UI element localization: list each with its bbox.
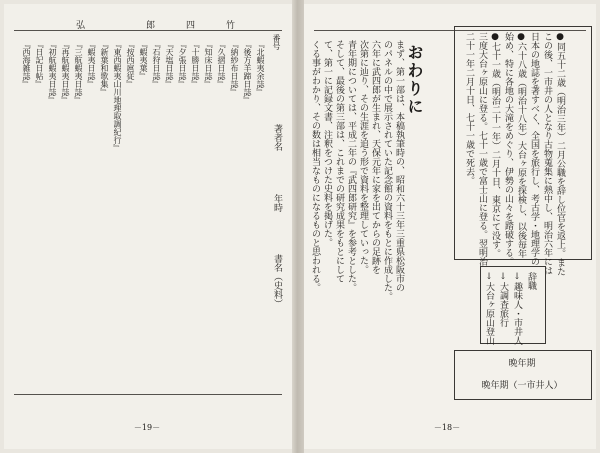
body-col-4: 青年期については、平成二年の『武四郎研究』を参考とした。 <box>346 40 356 292</box>
col-c07: 『新葉和歌集』 <box>100 40 109 96</box>
body-col-5: 次第に辿り、その生涯を追う形で資料を整理していった。 <box>358 40 368 274</box>
top-header-b: 郎 <box>144 20 154 29</box>
col-c04: 『再航蝦夷日誌』 <box>61 40 70 104</box>
right-page <box>304 4 596 449</box>
col-c12: 『天塩日誌』 <box>165 40 174 88</box>
col-c11: 『石狩日誌』 <box>152 40 161 88</box>
col-c08: 『東西蝦夷山川地理取調紀行』 <box>113 40 122 152</box>
col-c15: 『知床日誌』 <box>204 40 213 88</box>
chron-col-6: 日本の地誌を著すべく、全国を旅行し、考古学・地理学の <box>529 32 539 266</box>
late-years-subtitle: 晩年期（一市井人） <box>481 381 563 391</box>
top-header-a: 弘 <box>74 20 84 29</box>
chron-col-7: この後、一市井の人となり古物蒐集に熱中し、明治六年には <box>542 32 552 275</box>
chron-col-4: 始め、特に各地の大滝をめぐり、伊勢の山々を踏破する。 <box>503 32 513 266</box>
body-col-8: まず、第一部は、本稿執筆時の、昭和六十三年三重県松阪市の <box>394 40 404 292</box>
body-col-6: 六年に武四郎が生まれ、天保元年に家を出てからの足跡を <box>370 40 380 274</box>
col-c01: 『西海雑誌』 <box>22 40 31 88</box>
chron-col-5: ●六十八歳（明治十八年）大台ヶ原を探検し、以後毎年 <box>516 32 526 258</box>
section-heading: おわりに <box>405 44 424 116</box>
footer-rule <box>14 394 282 395</box>
gutter <box>292 0 304 453</box>
career-item-3: ↓大調査旅行 <box>498 272 508 327</box>
career-item-4: ↓大台ヶ原山登山 <box>484 272 494 345</box>
left-page <box>4 4 292 449</box>
body-col-2: て、第一に記録文書、注釈をつけた史料を掲げた。 <box>322 40 332 247</box>
body-col-3: そして、最後の第三部は、これまでの研究成果をもとにして <box>334 40 344 283</box>
col-c14: 『十勝日誌』 <box>191 40 200 88</box>
header-author: 著者名 <box>272 124 282 151</box>
col-c09: 『按西扈従』 <box>126 40 135 88</box>
col-c02: 『日記日帖』 <box>35 40 44 88</box>
top-header-c: 四 <box>184 20 194 29</box>
chron-col-1: 二十一年二月十日、七十一歳で死去。 <box>464 32 474 185</box>
body-col-1: くる事がわかり、その数は相当なものになるものと思われる。 <box>310 40 320 292</box>
header-label: 番号 <box>272 34 281 50</box>
header-year: 年時 <box>272 194 282 212</box>
col-c19: 『北蝦夷余誌』 <box>256 40 265 96</box>
col-c05: 『三航蝦夷日誌』 <box>74 40 83 104</box>
col-c06: 『蝦夷日誌』 <box>87 40 96 88</box>
career-item-1: 辞職 <box>526 272 536 290</box>
page-number-left: －19－ <box>133 423 161 432</box>
career-item-2: ↓趣味人・市井人 <box>512 272 522 345</box>
col-c10: 『蝦夷葉』 <box>139 40 148 80</box>
col-c18: 『後方羊蹄日誌』 <box>243 40 252 104</box>
col-c13: 『夕張日誌』 <box>178 40 187 88</box>
col-c17: 『納紗布日誌』 <box>230 40 239 96</box>
body-col-7: のパネルの中で展示されていた記念館の資料をもとに作成した。 <box>382 40 392 301</box>
chron-col-8: ●同五十二歳（明治三年）二月公職を辞し位官を返上。また <box>555 32 565 276</box>
top-header-d: 竹 <box>224 20 234 29</box>
header-title: 書名（史料） <box>272 254 282 308</box>
col-c16: 『久摺日誌』 <box>217 40 226 88</box>
late-years-title: 晩年期 <box>508 359 536 369</box>
page-number-right: －18－ <box>433 423 461 432</box>
chron-col-3: ●七十一歳（明治二十一年）二月十日、東京にて没す。 <box>490 32 500 258</box>
chron-col-2: 三度大台ヶ原山に登る。七十一歳で富士山に登る。翌明治 <box>477 32 487 266</box>
col-c03: 『初航蝦夷日誌』 <box>48 40 57 104</box>
